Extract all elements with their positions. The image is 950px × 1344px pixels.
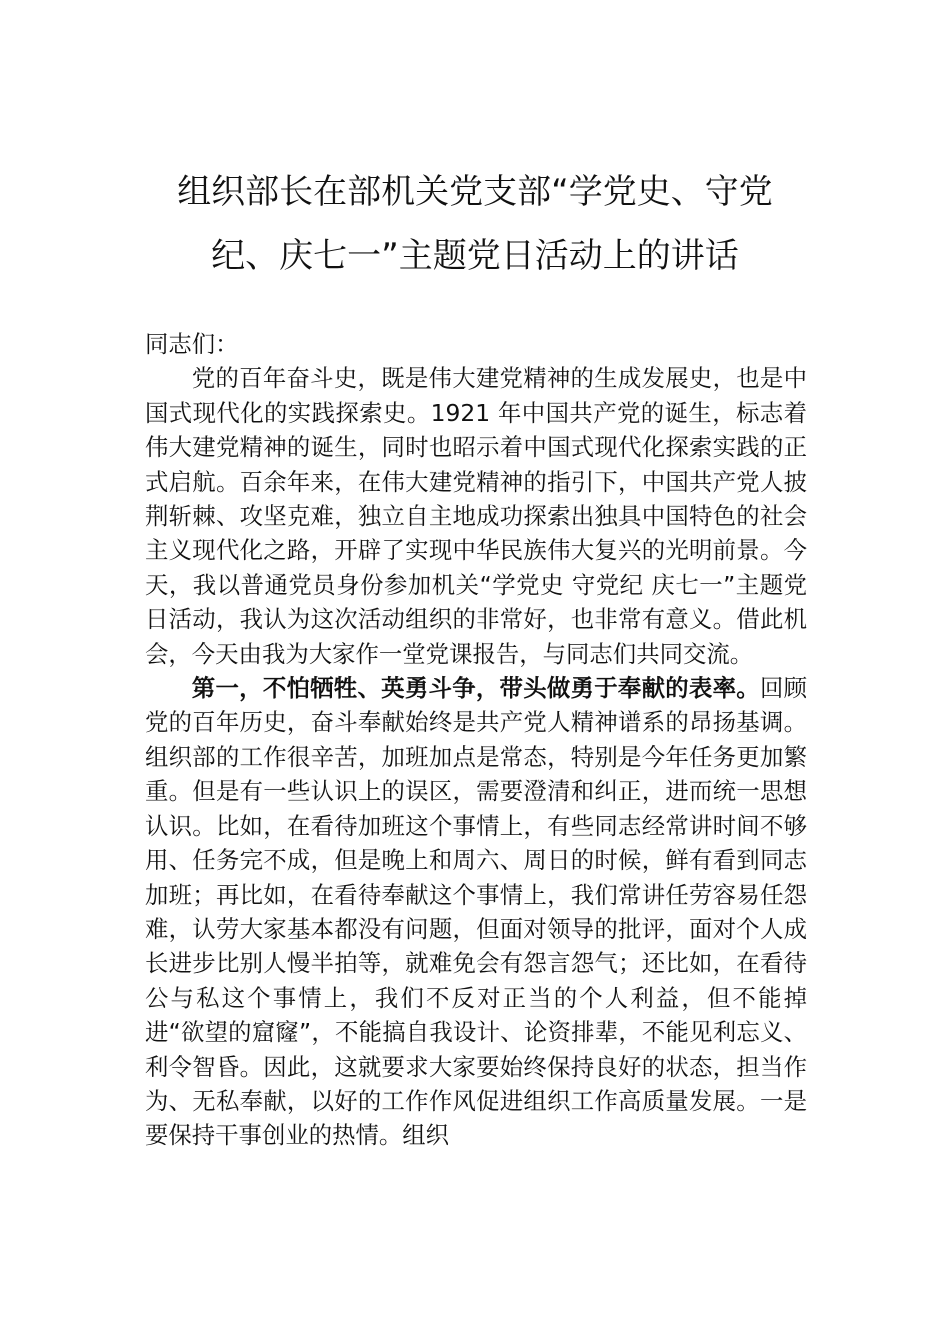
first-point-heading: 第一，不怕牺牲、英勇斗争，带头做勇于奉献的表率。 xyxy=(191,674,760,703)
paragraph-intro: 党的百年奋斗史，既是伟大建党精神的生成发展史，也是中国式现代化的实践探索史。1921 年中国共产党的诞生，标志着伟大建党精神的诞生，同时也昭示着中国式现代化探索实践的正式启航。百余年来，在伟大建党精神的指引下，中国共产党人披荆斩棘、攻坚克难，独立自主地成功探索出独具中国特色的社会主义现代化之路，开辟了实现中华民族伟大复兴的光明前景。今天，我以普通党员身份参加机关“学党史 守党纪 庆七一”主题党日活动，我认为这次活动组织的非常好，也非常有意义。借此机会，今天由我为大家作一堂党课报告，与同志们共同交流。 xyxy=(145,364,807,668)
document-body xyxy=(145,327,807,1153)
document-title: 组织部长在部机关党支部“学党史、守党纪、庆七一”主题党日活动上的讲话 xyxy=(177,172,773,276)
first-point-text: 回顾党的百年历史，奋斗奉献始终是共产党人精神谱系的昂扬基调。组织部的工作很辛苦，加班加点是常态，特别是今年任务更加繁重。但是有一些认识上的误区，需要澄清和纠正，进而统一思想认识。比如，在看待加班这个事情上，有些同志经常讲时间不够用、任务完不成，但是晚上和周六、周日的时候，鲜有看到同志加班；再比如，在看待奉献这个事情上，我们常讲任劳容易任怨难，认劳大家基本都没有问题，但面对领导的批评，面对个人成长进步比别人慢半拍等，就难免会有怨言怨气；还比如，在看待公与私这个事情上，我们不反对正当的个人利益，但不能掉进“欲望的窟窿”，不能搞自我设计、论资排辈，不能见利忘义、利令智昏。因此，这就要求大家要始终保持良好的状态，担当作为、无私奉献，以好的工作作风促进组织工作高质量发展。一是要保持干事创业的热情。组织 xyxy=(145,674,808,1150)
salutation: 同志们： xyxy=(145,330,239,358)
paragraph-first-point xyxy=(145,671,807,1153)
